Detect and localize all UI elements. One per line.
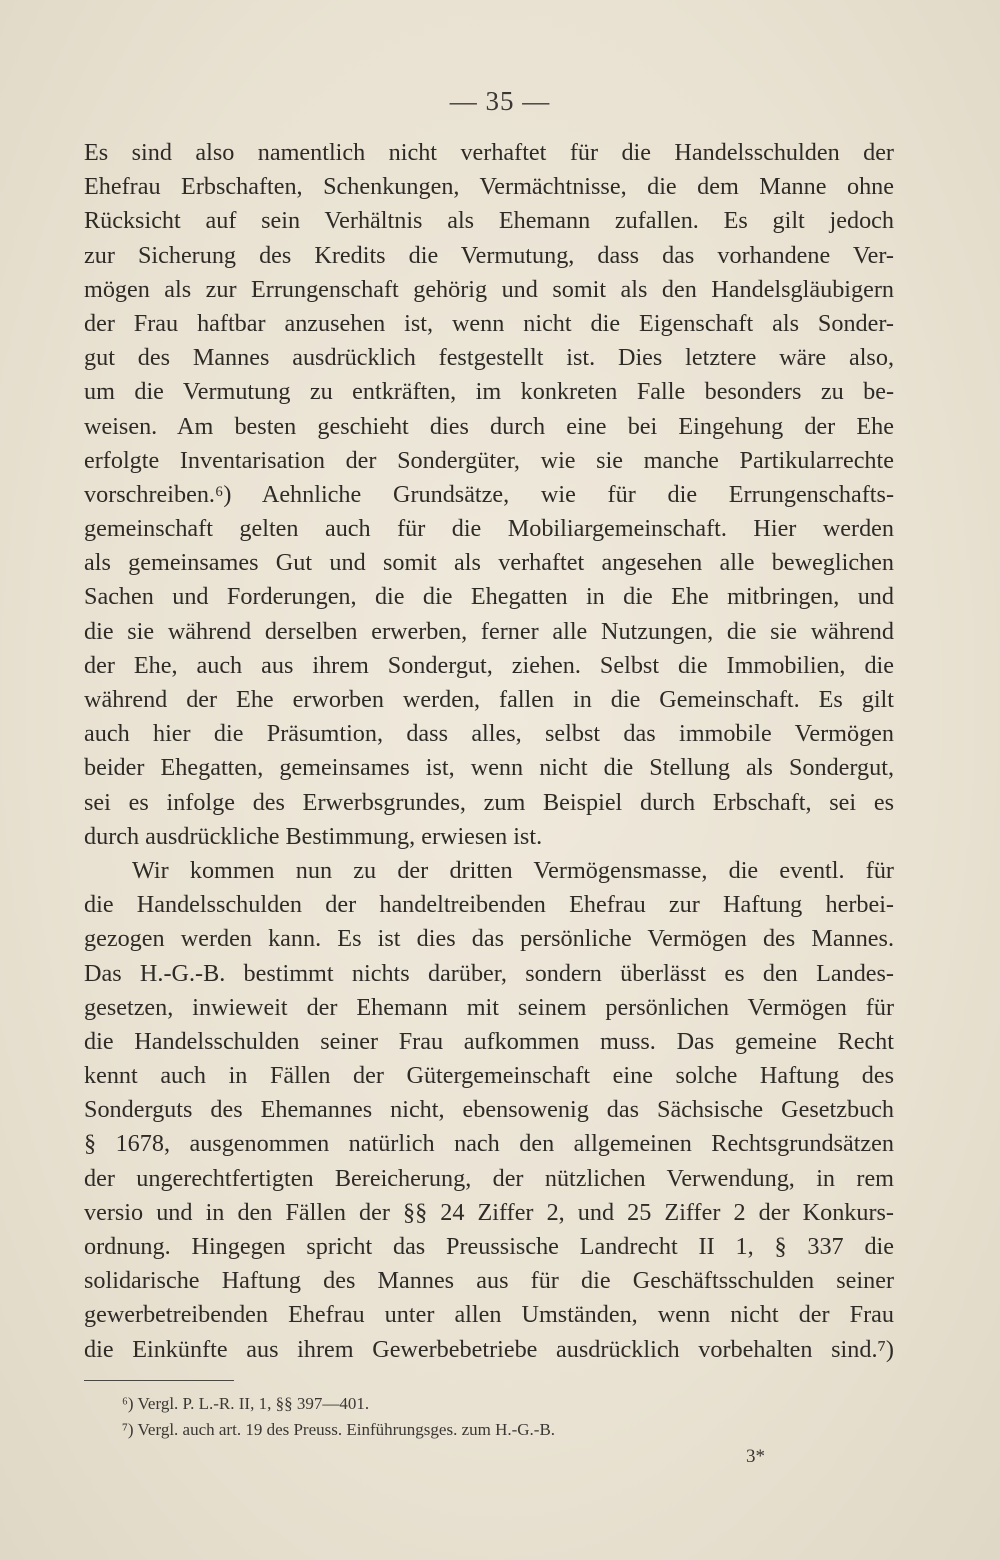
- text-line: die Handelsschulden der handeltreibenden Ehefrau zur Haftung herbei-: [84, 891, 894, 919]
- text-line: gesetzen, inwieweit der Ehemann mit seinem persönlichen Vermögen für: [84, 993, 894, 1021]
- text-line: die Einkünfte aus ihrem Gewerbebetriebe ausdrücklich vorbehalten sind.⁷): [84, 1335, 894, 1363]
- text-line: Sachen und Forderungen, die die Ehegatten in die Ehe mitbringen, und: [84, 583, 894, 611]
- text-line: durch ausdrückliche Bestimmung, erwiesen ist.: [84, 822, 543, 850]
- text-line: als gemeinsames Gut und somit als verhaftet angesehen alle beweglichen: [84, 549, 894, 577]
- footnotes: [122, 1391, 822, 1443]
- text-line: beider Ehegatten, gemeinsames ist, wenn nicht die Stellung als Sondergut,: [84, 754, 894, 782]
- text-line: solidarische Haftung des Mannes aus für die Geschäftsschulden seiner: [84, 1267, 894, 1295]
- text-line: der Ehe, auch aus ihrem Sondergut, ziehen. Selbst die Immobilien, die: [84, 651, 894, 679]
- text-line: erfolgte Inventarisation der Sondergüter, wie sie manche Partikularrechte: [84, 446, 894, 474]
- text-line: sei es infolge des Erwerbsgrundes, zum Beispiel durch Erbschaft, sei es: [84, 788, 894, 816]
- text-line: Rücksicht auf sein Verhältnis als Ehemann zufallen. Es gilt jedoch: [84, 207, 894, 235]
- text-line: mögen als zur Errungenschaft gehörig und somit als den Handelsgläubigern: [84, 275, 894, 303]
- text-line: gezogen werden kann. Es ist dies das persönliche Vermögen des Mannes.: [84, 925, 894, 953]
- text-line: Wir kommen nun zu der dritten Vermögensmasse, die eventl. für: [132, 856, 894, 884]
- body-text: [84, 136, 894, 1367]
- text-line: Sonderguts des Ehemannes nicht, ebensowenig das Sächsische Gesetzbuch: [84, 1096, 894, 1124]
- text-line: die sie während derselben erwerben, ferner alle Nutzungen, die sie während: [84, 617, 894, 645]
- text-line: § 1678, ausgenommen natürlich nach den allgemeinen Rechtsgrundsätzen: [84, 1130, 894, 1158]
- text-line: Das H.-G.-B. bestimmt nichts darüber, sondern überlässt es den Landes-: [84, 959, 894, 987]
- text-line: der Frau haftbar anzusehen ist, wenn nicht die Eigenschaft als Sonder-: [84, 309, 894, 337]
- page-number: — 35 —: [449, 86, 551, 116]
- text-line: während der Ehe erworben werden, fallen in die Gemeinschaft. Es gilt: [84, 686, 894, 713]
- footnote: ⁷) Vergl. auch art. 19 des Preuss. Einführungsges. zum H.-G.-B.: [122, 1420, 556, 1439]
- text-line: zur Sicherung des Kredits die Vermutung, dass das vorhandene Ver-: [84, 241, 894, 269]
- text-line: auch hier die Präsumtion, dass alles, selbst das immobile Vermögen: [84, 720, 894, 748]
- text-line: die Handelsschulden seiner Frau aufkommen muss. Das gemeine Recht: [84, 1027, 894, 1055]
- text-line: der ungerechtfertigten Bereicherung, der nützlichen Verwendung, in rem: [84, 1164, 894, 1192]
- text-line: Es sind also namentlich nicht verhaftet für die Handelsschulden der: [84, 139, 894, 166]
- text-line: Ehefrau Erbschaften, Schenkungen, Vermächtnisse, die dem Manne ohne: [84, 173, 894, 201]
- signature-mark: 3*: [746, 1446, 765, 1467]
- footnote: ⁶) Vergl. P. L.-R. II, 1, §§ 397—401.: [122, 1394, 370, 1413]
- text-line: vorschreiben.⁶) Aehnliche Grundsätze, wie für die Errungenschafts-: [84, 480, 894, 508]
- text-line: gemeinschaft gelten auch für die Mobiliargemeinschaft. Hier werden: [84, 515, 894, 543]
- text-line: weisen. Am besten geschieht dies durch eine bei Eingehung der Ehe: [84, 412, 894, 440]
- text-line: kennt auch in Fällen der Gütergemeinschaft eine solche Haftung des: [84, 1062, 894, 1090]
- text-line: gut des Mannes ausdrücklich festgestellt ist. Dies letztere wäre also,: [84, 344, 894, 372]
- text-line: um die Vermutung zu entkräften, im konkreten Falle besonders zu be-: [84, 378, 894, 406]
- text-line: gewerbetreibenden Ehefrau unter allen Umständen, wenn nicht der Frau: [84, 1301, 894, 1329]
- text-line: ordnung. Hingegen spricht das Preussische Landrecht II 1, § 337 die: [84, 1233, 894, 1260]
- text-line: versio und in den Fällen der §§ 24 Ziffer 2, und 25 Ziffer 2 der Konkurs-: [84, 1198, 894, 1226]
- footnote-divider: [84, 1380, 234, 1381]
